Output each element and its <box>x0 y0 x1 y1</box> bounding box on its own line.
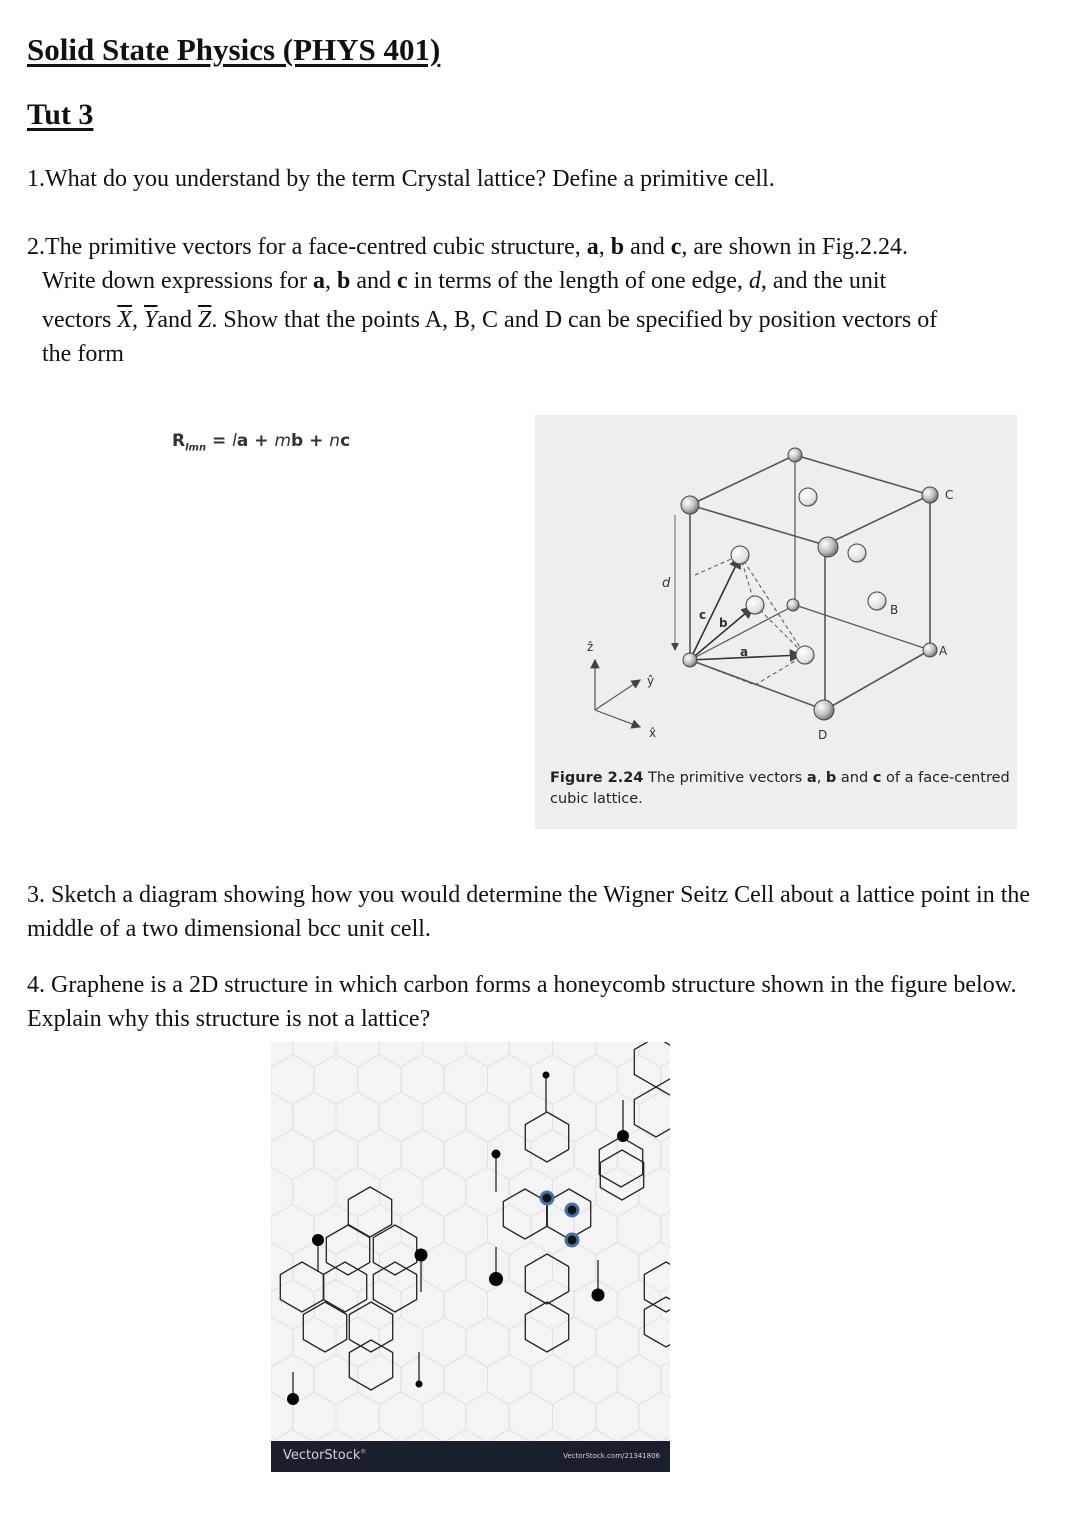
honeycomb-hexagon <box>644 1297 670 1347</box>
x-axis-label: x̂ <box>649 726 657 740</box>
vector-b: b <box>610 234 625 260</box>
vector-c: c <box>670 234 682 260</box>
vectorstock-url: VectorStock.com/21341806 <box>563 1452 660 1460</box>
question-4: 4. Graphene is a 2D structure in which carbon forms a honeycomb structure shown in the figure below. Explain why this structure is not a lattice? <box>27 972 1017 1032</box>
y-axis-label: ŷ <box>647 674 655 688</box>
point-c-label: C <box>945 488 954 502</box>
honeycomb-hexagon <box>280 1262 323 1312</box>
vector-b-label: b <box>719 616 728 630</box>
unit-vector-x: $\overline{X}$ <box>117 307 132 333</box>
honeycomb-hexagon <box>349 1340 392 1390</box>
edge-length-label: d <box>662 576 671 591</box>
honeycomb-hexagon <box>525 1302 568 1352</box>
graphene-honeycomb-figure <box>271 1042 670 1472</box>
tutorial-subtitle: Tut 3 <box>27 98 94 131</box>
vector-c-label: c <box>699 608 707 622</box>
honeycomb-hexagon <box>349 1302 392 1352</box>
vectorstock-watermark-bar <box>271 1441 670 1472</box>
q2-line-4: the form <box>42 341 124 367</box>
position-vector-formula: $R_{lmn}$ = la + mb + nc <box>172 431 351 454</box>
point-d-label: D <box>818 728 828 742</box>
question-2: 2.The primitive vectors for a face-centred cubic structure, a, b and c, are shown in Fig.2.24. Write down expressions for a, b and c in terms of the length of one edge, d, and the unit vectors $\overline{X}$, $\overline{Y}and$ $\overline{Z}$. Show that the points A, B, C and D can be specified by position vectors of the form <box>27 230 1027 371</box>
question-3: 3. Sketch a diagram showing how you would determine the Wigner Seitz Cell about a lattice point in the middle of a two dimensional bcc unit cell. <box>27 882 1031 942</box>
question-1: 1.What do you understand by the term Crystal lattice? Define a primitive cell. <box>27 166 775 192</box>
honeycomb-diagram <box>271 1042 670 1441</box>
page-title: Solid State Physics (PHYS 401) <box>27 32 441 67</box>
vector-a-label: a <box>740 645 749 659</box>
q2-text: 2.The primitive vectors for a face-centred cubic structure, <box>27 234 587 260</box>
vectorstock-brand: VectorStock® <box>283 1448 367 1463</box>
figure-caption: Figure 2.24 The primitive vectors a, b and c of a face-centred cubic lattice. <box>550 770 1010 807</box>
z-axis-label: ẑ <box>587 640 594 654</box>
honeycomb-hexagon <box>525 1112 568 1162</box>
point-b-label: B <box>890 603 899 617</box>
q2-line-2: Write down expressions for a, b and c in terms of the length of one edge, d, and the unit <box>42 268 887 294</box>
point-a-label: A <box>939 644 948 658</box>
honeycomb-hexagon <box>600 1150 643 1200</box>
honeycomb-hexagon <box>373 1225 416 1275</box>
vector-a: a <box>586 234 599 260</box>
unit-vector-y: $\overline{Y}$ <box>143 307 158 333</box>
honeycomb-hexagon <box>644 1262 670 1312</box>
q2-line-3: vectors $\overline{X}$, $\overline{Y}and$ $\overline{Z}$. Show that the points A, B, C and D can be specified by position vectors of <box>42 307 938 333</box>
honeycomb-hexagon <box>525 1254 568 1304</box>
fcc-cube-diagram <box>535 415 1017 765</box>
honeycomb-hexagon <box>599 1137 642 1187</box>
fcc-figure <box>535 415 1017 829</box>
unit-vector-z: $\overline{Z}$ <box>198 307 212 333</box>
